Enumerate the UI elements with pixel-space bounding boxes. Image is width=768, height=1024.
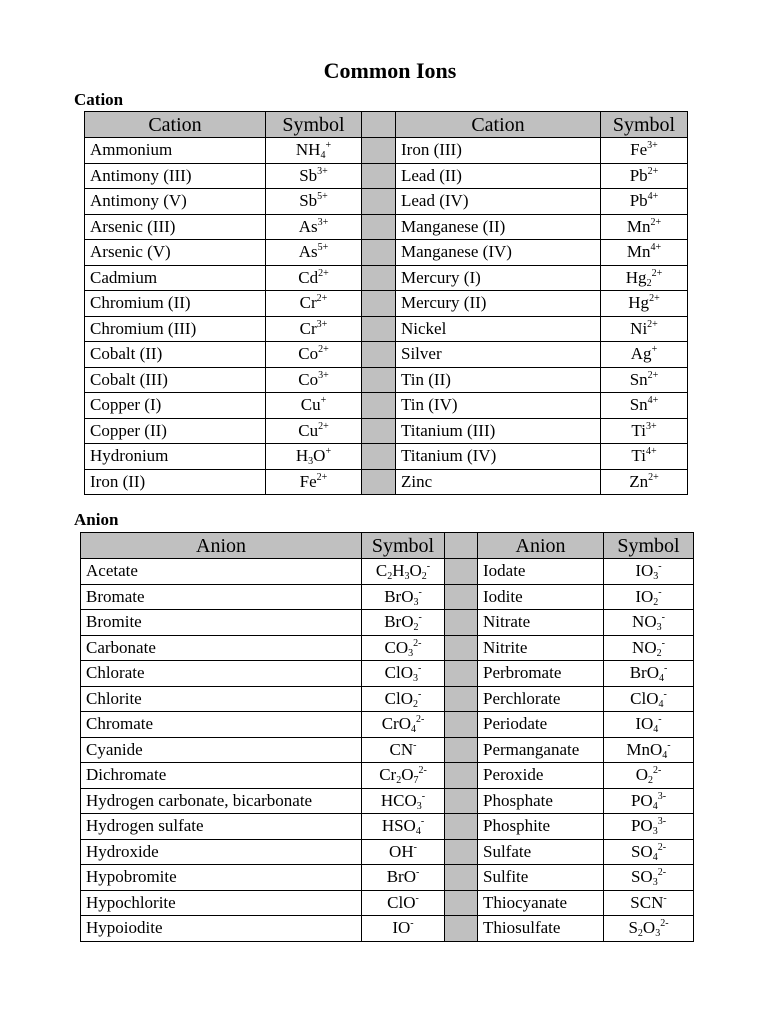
page-title: Common Ions — [323, 58, 457, 83]
anion-symbol-cell: $O_2^{2-}$ — [604, 763, 694, 789]
cation-symbol-cell: $Sn^{2+}$ — [601, 367, 688, 393]
anion-name-cell: Cyanide — [81, 737, 362, 763]
column-separator — [445, 661, 478, 687]
anion-symbol-cell: $IO_4^-$ — [604, 712, 694, 738]
table-row — [81, 610, 694, 636]
cation-symbol-cell: $Cd^{2+}$ — [266, 265, 362, 291]
anion-table-body — [81, 559, 694, 942]
anion-symbol-cell: $NO_3^-$ — [604, 610, 694, 636]
table-row — [81, 661, 694, 687]
table-row — [85, 291, 688, 317]
anion-name-cell: Chromate — [81, 712, 362, 738]
column-separator — [362, 444, 396, 470]
anion-symbol-cell: $SO_3^{2-}$ — [604, 865, 694, 891]
column-separator — [445, 635, 478, 661]
column-separator — [445, 788, 478, 814]
cation-name-cell: Iron (III) — [396, 138, 601, 164]
cation-symbol-cell: $As^{5+}$ — [266, 240, 362, 266]
cation-name-cell: Cobalt (III) — [85, 367, 266, 393]
anion-symbol-cell: SCN- — [604, 890, 694, 916]
anion-symbol-cell: IO- — [362, 916, 445, 942]
column-separator — [445, 533, 478, 559]
column-separator — [445, 865, 478, 891]
cation-symbol-cell: $Ti^{3+}$ — [601, 418, 688, 444]
column-separator — [362, 189, 396, 215]
table-row — [81, 635, 694, 661]
cation-name-cell: Arsenic (III) — [85, 214, 266, 240]
cation-header-row — [85, 112, 688, 138]
anion-symbol-cell: ClO- — [362, 890, 445, 916]
anion-name-cell: Periodate — [478, 712, 604, 738]
cation-name-cell: Iron (II) — [85, 469, 266, 495]
anion-name-cell: Carbonate — [81, 635, 362, 661]
cation-name-cell: Ammonium — [85, 138, 266, 164]
table-row — [85, 163, 688, 189]
cation-symbol-cell: $Sb^{3+}$ — [266, 163, 362, 189]
cation-symbol-cell: $Hg_2^{2+}$ — [601, 265, 688, 291]
cation-name-cell: Cadmium — [85, 265, 266, 291]
cation-symbol-header: Symbol — [601, 112, 688, 138]
column-separator — [445, 559, 478, 585]
anion-name-cell: Hypochlorite — [81, 890, 362, 916]
table-row — [81, 559, 694, 585]
anion-symbol-cell: MnO$_4$- — [604, 737, 694, 763]
cation-name-cell: Copper (II) — [85, 418, 266, 444]
anion-name-cell: Phosphate — [478, 788, 604, 814]
cation-symbol-cell: $Mn^{4+}$ — [601, 240, 688, 266]
column-separator — [445, 890, 478, 916]
column-separator — [362, 393, 396, 419]
anion-name-cell: Nitrate — [478, 610, 604, 636]
cation-symbol-cell: $Cr^{3+}$ — [266, 316, 362, 342]
table-row — [81, 814, 694, 840]
column-separator — [445, 712, 478, 738]
anion-table — [80, 532, 694, 942]
table-row — [81, 839, 694, 865]
anion-name-cell: Chlorite — [81, 686, 362, 712]
cation-symbol-cell: Cu+ — [266, 393, 362, 419]
anion-name-header: Anion — [81, 533, 362, 559]
cation-name-cell: Titanium (IV) — [396, 444, 601, 470]
cation-name-cell: Copper (I) — [85, 393, 266, 419]
column-separator — [362, 163, 396, 189]
anion-symbol-cell: $SO_4^{2-}$ — [604, 839, 694, 865]
anion-name-cell: Sulfate — [478, 839, 604, 865]
anion-symbol-cell: $HSO_4^-$ — [362, 814, 445, 840]
anion-symbol-header: Symbol — [604, 533, 694, 559]
cation-name-cell: Mercury (I) — [396, 265, 601, 291]
table-row — [85, 240, 688, 266]
anion-name-cell: Chlorate — [81, 661, 362, 687]
column-separator — [362, 240, 396, 266]
anion-name-cell: Perbromate — [478, 661, 604, 687]
anion-name-cell: Hydrogen sulfate — [81, 814, 362, 840]
table-row — [85, 469, 688, 495]
column-separator — [362, 342, 396, 368]
column-separator — [362, 265, 396, 291]
anion-symbol-header: Symbol — [362, 533, 445, 559]
cation-name-cell: Hydronium — [85, 444, 266, 470]
anion-name-cell: Hydrogen carbonate, bicarbonate — [81, 788, 362, 814]
cation-symbol-cell: $Mn^{2+}$ — [601, 214, 688, 240]
table-row — [85, 138, 688, 164]
column-separator — [362, 214, 396, 240]
anion-name-cell: Permanganate — [478, 737, 604, 763]
table-row — [85, 265, 688, 291]
anion-symbol-cell: BrO- — [362, 865, 445, 891]
anion-name-cell: Hypoiodite — [81, 916, 362, 942]
column-separator — [445, 814, 478, 840]
cation-name-cell: Arsenic (V) — [85, 240, 266, 266]
column-separator — [445, 686, 478, 712]
cation-name-cell: Chromium (III) — [85, 316, 266, 342]
cation-symbol-cell: $Pb^{2+}$ — [601, 163, 688, 189]
table-row — [81, 865, 694, 891]
table-row — [81, 890, 694, 916]
anion-name-cell: Perchlorate — [478, 686, 604, 712]
anion-symbol-cell: $CO_3^{2-}$ — [362, 635, 445, 661]
cation-symbol-cell: $Co^{2+}$ — [266, 342, 362, 368]
column-separator — [445, 584, 478, 610]
column-separator — [445, 610, 478, 636]
cation-name-cell: Cobalt (II) — [85, 342, 266, 368]
table-row — [81, 788, 694, 814]
cation-symbol-cell: $Hg^{2+}$ — [601, 291, 688, 317]
table-row — [85, 214, 688, 240]
cation-name-cell: Zinc — [396, 469, 601, 495]
cation-symbol-cell: $As^{3+}$ — [266, 214, 362, 240]
cation-symbol-cell: $Fe^{2+}$ — [266, 469, 362, 495]
anion-name-cell: Phosphite — [478, 814, 604, 840]
anion-symbol-cell: CrO$_4^{2-}$ — [362, 712, 445, 738]
cation-name-cell: Mercury (II) — [396, 291, 601, 317]
column-separator — [362, 316, 396, 342]
cation-name-header: Cation — [85, 112, 266, 138]
cation-symbol-cell: $Co^{3+}$ — [266, 367, 362, 393]
table-row — [85, 342, 688, 368]
cation-name-cell: Silver — [396, 342, 601, 368]
anion-name-cell: Bromate — [81, 584, 362, 610]
cation-symbol-cell: $Ni^{2+}$ — [601, 316, 688, 342]
table-row — [85, 393, 688, 419]
table-row — [81, 686, 694, 712]
anion-symbol-cell: $IO_3^-$ — [604, 559, 694, 585]
column-separator — [362, 418, 396, 444]
cation-symbol-cell: $NH_4^+$ — [266, 138, 362, 164]
column-separator — [362, 367, 396, 393]
anion-name-cell: Iodite — [478, 584, 604, 610]
table-row — [85, 189, 688, 215]
cation-name-cell: Manganese (IV) — [396, 240, 601, 266]
table-row — [81, 763, 694, 789]
cation-name-cell: Manganese (II) — [396, 214, 601, 240]
anion-symbol-cell: OH- — [362, 839, 445, 865]
anion-symbol-cell: $C_2H_3O_2^-$ — [362, 559, 445, 585]
anion-symbol-cell: $PO_3^{3-}$ — [604, 814, 694, 840]
anion-name-cell: Thiocyanate — [478, 890, 604, 916]
anion-name-cell: Thiosulfate — [478, 916, 604, 942]
cation-symbol-cell: $Cu^{2+}$ — [266, 418, 362, 444]
table-row — [85, 316, 688, 342]
cation-symbol-cell: $Sb^{5+}$ — [266, 189, 362, 215]
anion-name-cell: Hypobromite — [81, 865, 362, 891]
anion-symbol-cell: $Cr_2O_7^{2-}$ — [362, 763, 445, 789]
anion-symbol-cell: BrO$_4$- — [604, 661, 694, 687]
anion-name-cell: Dichromate — [81, 763, 362, 789]
anion-name-header: Anion — [478, 533, 604, 559]
column-separator — [362, 469, 396, 495]
table-row — [81, 737, 694, 763]
cation-symbol-cell: Ag+ — [601, 342, 688, 368]
anion-name-cell: Bromite — [81, 610, 362, 636]
cation-name-cell: Antimony (III) — [85, 163, 266, 189]
cation-symbol-cell: $Cr^{2+}$ — [266, 291, 362, 317]
cation-name-cell: Antimony (V) — [85, 189, 266, 215]
anion-symbol-cell: $PO_4^{3-}$ — [604, 788, 694, 814]
anion-symbol-cell: BrO$_2$- — [362, 610, 445, 636]
anion-name-cell: Sulfite — [478, 865, 604, 891]
cation-symbol-cell: $Sn^{4+}$ — [601, 393, 688, 419]
anion-section-label: Anion — [74, 510, 119, 529]
column-separator — [445, 916, 478, 942]
column-separator — [362, 138, 396, 164]
anion-name-cell: Peroxide — [478, 763, 604, 789]
table-row — [81, 712, 694, 738]
anion-symbol-cell: CN- — [362, 737, 445, 763]
cation-section-label: Cation — [74, 90, 124, 109]
table-row — [85, 418, 688, 444]
anion-name-cell: Hydroxide — [81, 839, 362, 865]
column-separator — [445, 763, 478, 789]
anion-symbol-cell: $IO_2^-$ — [604, 584, 694, 610]
cation-name-cell: Tin (II) — [396, 367, 601, 393]
cation-table — [84, 111, 688, 495]
column-separator — [362, 291, 396, 317]
anion-symbol-cell: ClO$_3$- — [362, 661, 445, 687]
cation-symbol-cell: $Zn^{2+}$ — [601, 469, 688, 495]
cation-table-body — [85, 138, 688, 495]
table-row — [81, 584, 694, 610]
column-separator — [445, 839, 478, 865]
cation-name-cell: Titanium (III) — [396, 418, 601, 444]
anion-symbol-cell: $NO_2^-$ — [604, 635, 694, 661]
table-row — [85, 367, 688, 393]
cation-symbol-cell: $H_3O^+$ — [266, 444, 362, 470]
anion-symbol-cell: $S_2O_3^{2-}$ — [604, 916, 694, 942]
column-separator — [445, 737, 478, 763]
cation-symbol-cell: $Fe^{3+}$ — [601, 138, 688, 164]
cation-name-cell: Tin (IV) — [396, 393, 601, 419]
cation-symbol-header: Symbol — [266, 112, 362, 138]
cation-name-header: Cation — [396, 112, 601, 138]
anion-symbol-cell: ClO$_2$- — [362, 686, 445, 712]
anion-symbol-cell: BrO$_3$- — [362, 584, 445, 610]
cation-name-cell: Lead (IV) — [396, 189, 601, 215]
anion-name-cell: Acetate — [81, 559, 362, 585]
table-row — [85, 444, 688, 470]
anion-name-cell: Nitrite — [478, 635, 604, 661]
table-row — [81, 916, 694, 942]
anion-symbol-cell: $HCO_3^-$ — [362, 788, 445, 814]
cation-name-cell: Lead (II) — [396, 163, 601, 189]
anion-symbol-cell: ClO$_4$- — [604, 686, 694, 712]
anion-name-cell: Iodate — [478, 559, 604, 585]
cation-name-cell: Nickel — [396, 316, 601, 342]
anion-header-row — [81, 533, 694, 559]
cation-symbol-cell: $Ti^{4+}$ — [601, 444, 688, 470]
cation-name-cell: Chromium (II) — [85, 291, 266, 317]
column-separator — [362, 112, 396, 138]
cation-symbol-cell: $Pb^{4+}$ — [601, 189, 688, 215]
